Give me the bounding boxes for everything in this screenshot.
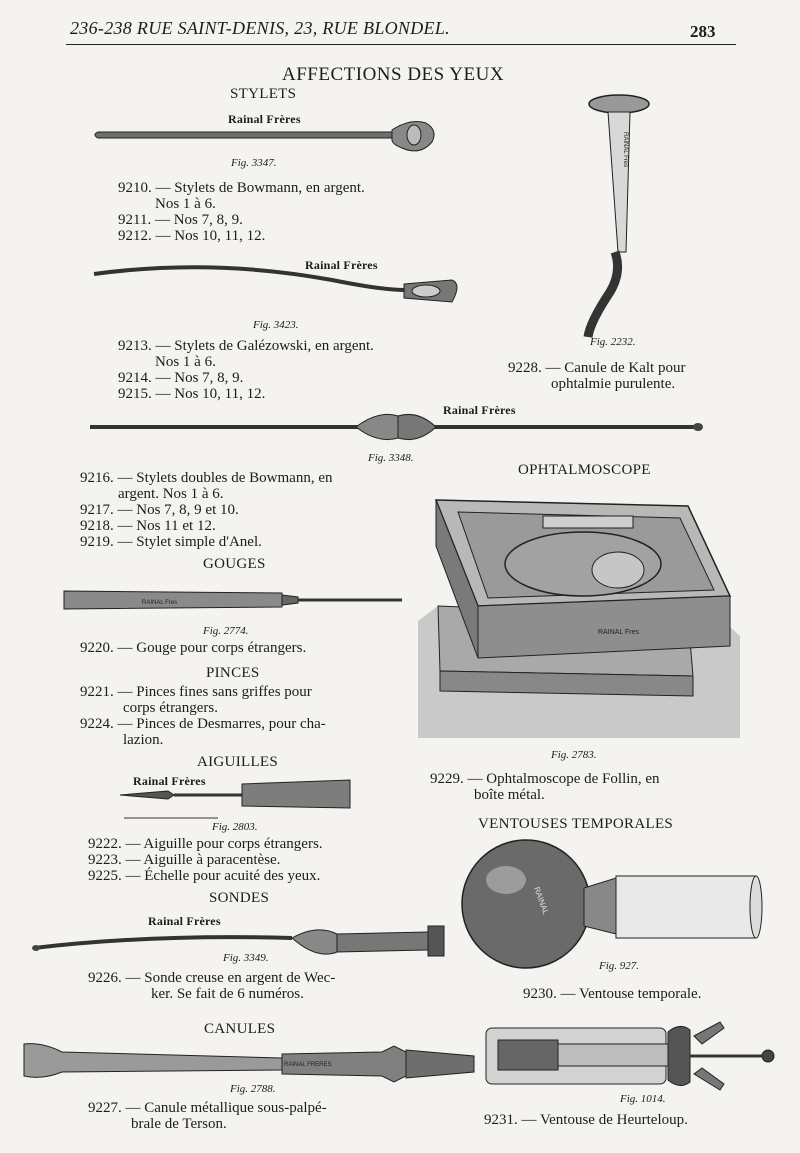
- item-9222: 9222. — Aiguille pour corps étrangers.: [88, 836, 323, 852]
- item-9220: 9220. — Gouge pour corps étrangers.: [80, 640, 307, 656]
- item-9224-cont: lazion.: [123, 732, 164, 748]
- section-heading-canules: CANULES: [204, 1021, 276, 1037]
- fig1014-caption: Fig. 1014.: [620, 1093, 666, 1105]
- svg-text:RAINAL FRERES: RAINAL FRERES: [284, 1062, 332, 1068]
- item-9227-cont: brale de Terson.: [131, 1116, 227, 1132]
- item-9228: 9228. — Canule de Kalt pour: [508, 360, 686, 376]
- item-9213-sizes: Nos 1 à 6.: [155, 354, 216, 370]
- svg-text:RAINAL Fres: RAINAL Fres: [598, 629, 639, 636]
- fig3423-maker: Rainal Frères: [305, 258, 378, 272]
- section-heading-aiguilles: AIGUILLES: [197, 754, 279, 770]
- item-9226: 9226. — Sonde creuse en argent de Wec-: [88, 970, 336, 986]
- fig3348-maker: Rainal Frères: [443, 403, 516, 417]
- fig2788-caption: Fig. 2788.: [230, 1083, 276, 1095]
- section-heading-pinces: PINCES: [206, 665, 260, 681]
- stylet-illustration-3423: [92, 262, 462, 308]
- ophtalmoscope-illustration: [418, 486, 740, 742]
- ventouse-heurteloup-illustration: [484, 1022, 776, 1090]
- fig2803-maker: Rainal Frères: [133, 774, 206, 788]
- svg-text:RAINAL: RAINAL: [532, 885, 551, 916]
- fig3349-maker: Rainal Frères: [148, 914, 221, 928]
- section-heading-ventouses: VENTOUSES TEMPORALES: [478, 816, 674, 832]
- item-9210-sizes: Nos 1 à 6.: [155, 196, 216, 212]
- section-heading-sondes: SONDES: [209, 890, 270, 906]
- fig927-caption: Fig. 927.: [599, 960, 640, 972]
- item-9227: 9227. — Canule métallique sous-palpé-: [88, 1100, 327, 1116]
- fig3347-maker: Rainal Frères: [228, 112, 301, 126]
- item-9219: 9219. — Stylet simple d'Anel.: [80, 534, 262, 550]
- item-9229: 9229. — Ophtalmoscope de Follin, en: [430, 771, 660, 787]
- item-9214: 9214. — Nos 7, 8, 9.: [118, 370, 244, 386]
- item-9225: 9225. — Échelle pour acuité des yeux.: [88, 868, 321, 884]
- item-9218: 9218. — Nos 11 et 12.: [80, 518, 216, 534]
- header-rule: [66, 44, 736, 45]
- item-9221-cont: corps étrangers.: [123, 700, 218, 716]
- item-9212: 9212. — Nos 10, 11, 12.: [118, 228, 266, 244]
- canule-terson-illustration: [22, 1040, 477, 1088]
- section-heading-ophtalmoscope: OPHTALMOSCOPE: [518, 462, 651, 478]
- fig2803-caption: Fig. 2803.: [212, 821, 258, 833]
- double-stylet-illustration-3348: [88, 410, 708, 446]
- item-9230: 9230. — Ventouse temporale.: [523, 986, 702, 1002]
- page-title: AFFECTIONS DES YEUX: [282, 64, 505, 85]
- item-9226-cont: ker. Se fait de 6 numéros.: [151, 986, 304, 1002]
- item-9215: 9215. — Nos 10, 11, 12.: [118, 386, 266, 402]
- item-9228-cont: ophtalmie purulente.: [551, 376, 676, 392]
- fig2232-caption: Fig. 2232.: [590, 336, 636, 348]
- item-9210: 9210. — Stylets de Bowmann, en argent.: [118, 180, 365, 196]
- fig3347-caption: Fig. 3347.: [231, 157, 277, 169]
- stylet-illustration-3347: [92, 118, 437, 158]
- kalt-canule-illustration: [560, 92, 660, 342]
- item-9211: 9211. — Nos 7, 8, 9.: [118, 212, 243, 228]
- section-heading-stylets: STYLETS: [230, 86, 297, 102]
- item-9223: 9223. — Aiguille à paracentèse.: [88, 852, 281, 868]
- item-9217: 9217. — Nos 7, 8, 9 et 10.: [80, 502, 239, 518]
- section-heading-gouges: GOUGES: [203, 556, 266, 572]
- page-number: 283: [690, 22, 716, 41]
- svg-text:RAINAL Fres: RAINAL Fres: [622, 132, 628, 168]
- fig2774-caption: Fig. 2774.: [203, 625, 249, 637]
- item-9224: 9224. — Pinces de Desmarres, pour cha-: [80, 716, 326, 732]
- fig3349-caption: Fig. 3349.: [223, 952, 269, 964]
- page-header-address: 236-238 RUE SAINT-DENIS, 23, RUE BLONDEL.: [70, 18, 450, 38]
- item-9229-cont: boîte métal.: [474, 787, 545, 803]
- item-9213: 9213. — Stylets de Galézowski, en argent.: [118, 338, 374, 354]
- ventouse-temporale-illustration: [456, 838, 762, 962]
- item-9216-cont: argent. Nos 1 à 6.: [118, 486, 224, 502]
- fig3348-caption: Fig. 3348.: [368, 452, 414, 464]
- fig3423-caption: Fig. 3423.: [253, 319, 299, 331]
- aiguille-illustration: [118, 778, 358, 822]
- svg-text:RAINAL Fres: RAINAL Fres: [142, 600, 178, 606]
- fig2783-caption: Fig. 2783.: [551, 749, 597, 761]
- gouge-illustration: [62, 585, 407, 615]
- item-9221: 9221. — Pinces fines sans griffes pour: [80, 684, 312, 700]
- item-9216: 9216. — Stylets doubles de Bowmann, en: [80, 470, 333, 486]
- item-9231: 9231. — Ventouse de Heurteloup.: [484, 1112, 688, 1128]
